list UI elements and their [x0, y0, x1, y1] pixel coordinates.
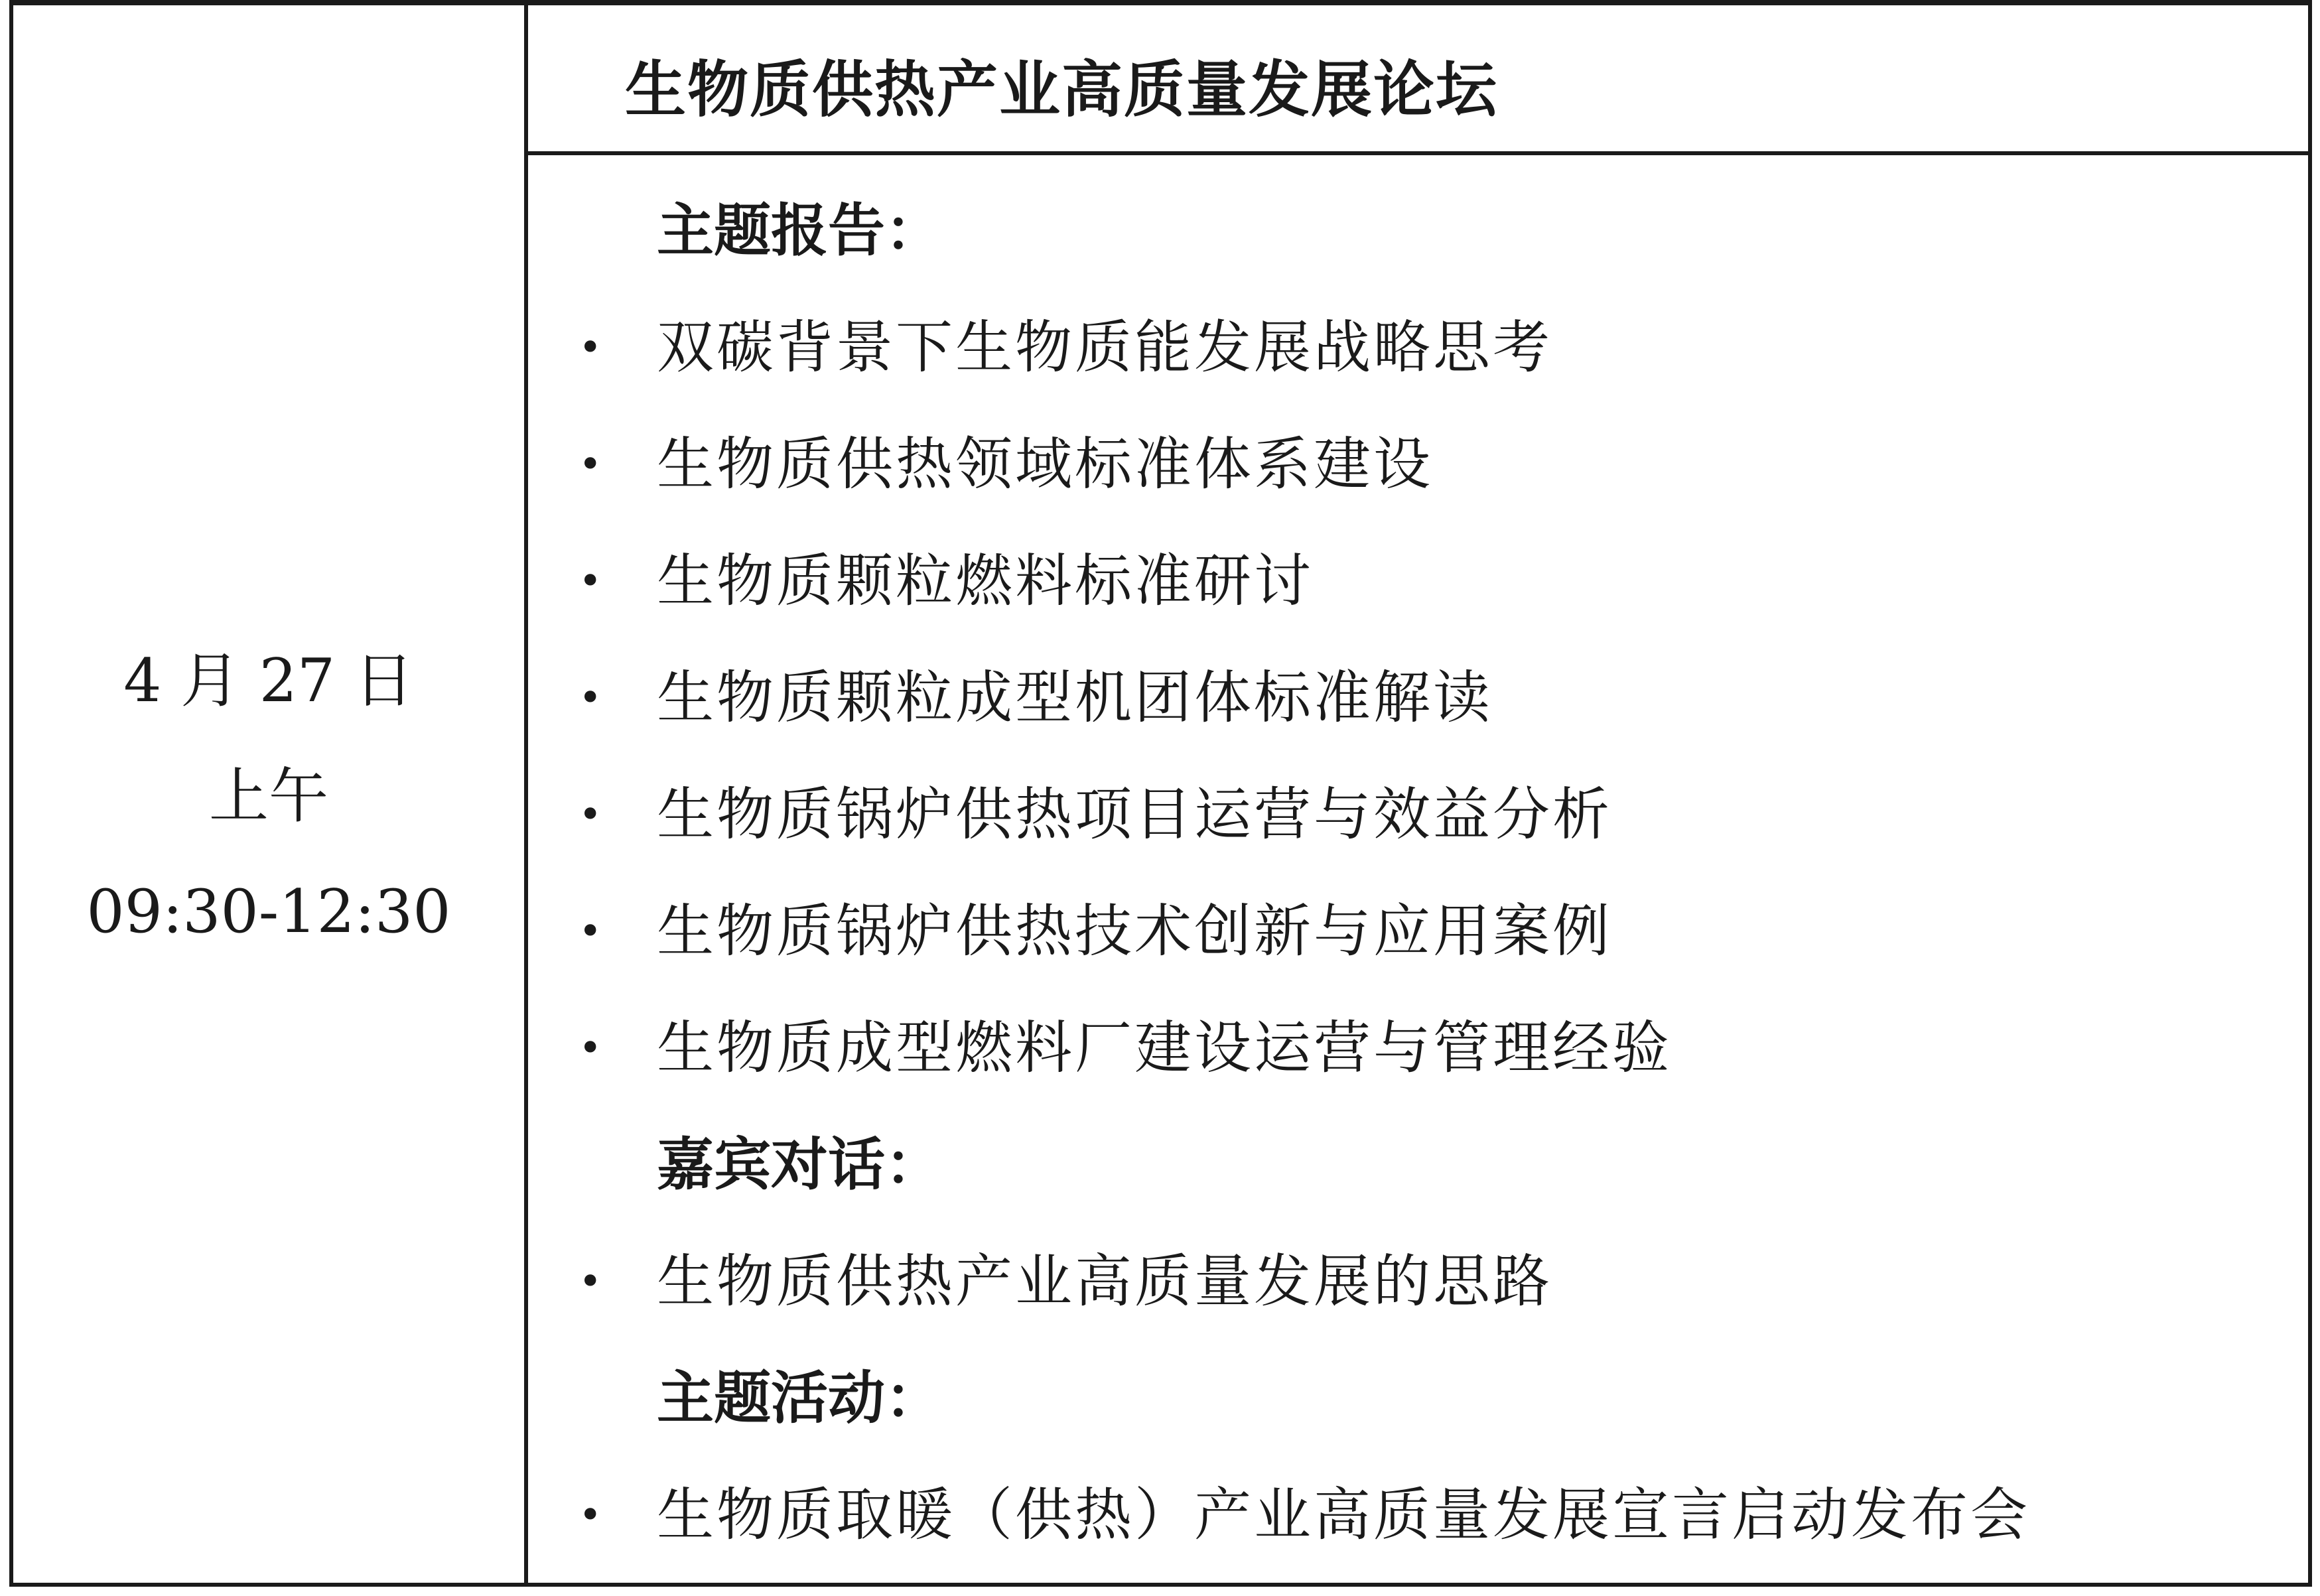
- column-divider: [524, 0, 528, 1587]
- bullet-dot-icon: •: [579, 1025, 605, 1071]
- list-item-label: 生物质成型燃料厂建设运营与管理经验: [657, 1015, 1672, 1081]
- list-item: [571, 523, 2295, 639]
- list-item-label: 生物质供热领域标准体系建设: [657, 431, 1433, 498]
- forum-title: 生物质供热产业高质量发展论坛: [625, 54, 1499, 125]
- list-item-label: 生物质供热产业高质量发展的思路: [657, 1248, 1552, 1315]
- list-item-label: 双碳背景下生物质能发展战略思考: [657, 314, 1552, 381]
- list-item: [571, 873, 2295, 990]
- list-item: [571, 1457, 2295, 1573]
- list-item: [571, 289, 2295, 406]
- schedule-time: 09:30-12:30: [86, 877, 451, 947]
- bullet-dot-icon: •: [579, 908, 605, 955]
- bullet-dot-icon: •: [579, 675, 605, 721]
- list-item: [571, 990, 2295, 1106]
- schedule-period: 上午: [209, 762, 328, 831]
- header-divider: [528, 151, 2308, 155]
- bullet-dot-icon: •: [579, 1492, 605, 1538]
- section-heading-dialogue: 嘉宾对话：: [657, 1132, 942, 1198]
- agenda-content: [571, 172, 2295, 1573]
- list-item: [571, 639, 2295, 756]
- table-top-border: [9, 0, 2312, 5]
- schedule-date: 4 月 27 日: [123, 646, 414, 716]
- list-item-label: 生物质锅炉供热技术创新与应用案例: [657, 898, 1612, 964]
- list-item: [571, 756, 2295, 873]
- list-item: [571, 406, 2295, 523]
- list-item-label: 生物质颗粒成型机团体标准解读: [657, 665, 1493, 731]
- bullet-dot-icon: •: [579, 558, 605, 604]
- list-item-label: 生物质颗粒燃料标准研讨: [657, 548, 1314, 614]
- date-cell: [13, 624, 524, 970]
- bullet-dot-icon: •: [579, 1258, 605, 1305]
- bullet-dot-icon: •: [579, 791, 605, 838]
- bullet-dot-icon: •: [579, 441, 605, 488]
- section-heading-activity: 主题活动：: [657, 1365, 942, 1431]
- list-item-label: 生物质取暖（供热）产业高质量发展宣言启动发布会: [657, 1482, 2030, 1548]
- list-item: [571, 1223, 2295, 1340]
- list-item-label: 生物质锅炉供热项目运营与效益分析: [657, 781, 1612, 848]
- section-heading-keynote: 主题报告：: [657, 198, 942, 264]
- bullet-dot-icon: •: [579, 324, 605, 371]
